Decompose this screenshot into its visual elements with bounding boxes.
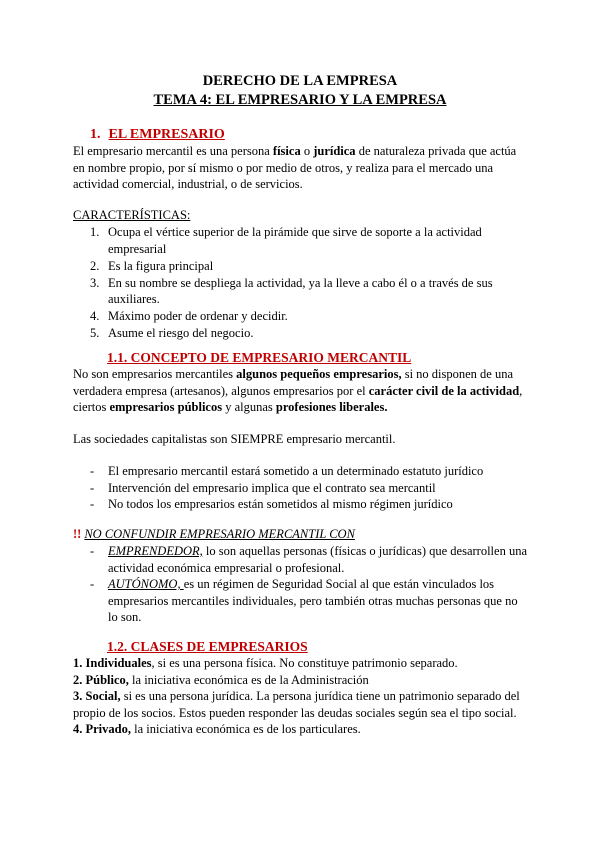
- concepto-bold-4: profesiones liberales.: [275, 400, 388, 414]
- def-text-2: o: [300, 144, 314, 158]
- list-item: [90, 576, 530, 626]
- def-bold-juridica: jurídica: [313, 144, 356, 158]
- characteristics-list: [90, 224, 530, 342]
- concepto-text-1: No son empresarios mercantiles: [73, 367, 237, 381]
- list-text: Máximo poder de ordenar y decidir.: [108, 309, 288, 323]
- list-text: Asume el riesgo del negocio.: [108, 326, 254, 340]
- def-bold-fisica: física: [272, 144, 301, 158]
- confusion-bullets: [90, 543, 530, 626]
- list-text: En su nombre se despliega la actividad, ya la lleve a cabo él o a través de sus auxiliares.: [108, 275, 493, 306]
- class-text: la iniciativa económica es de la Administración: [128, 672, 369, 687]
- section-1-heading: [90, 127, 225, 143]
- concepto-bold-2: carácter civil de la actividad: [368, 383, 520, 398]
- class-text: , si es una persona física. No constituye patrimonio separado.: [151, 656, 458, 670]
- list-text: Intervención del empresario implica que el contrato sea mercantil: [108, 480, 436, 495]
- list-number: 5.: [90, 326, 100, 340]
- list-number: 3.: [90, 275, 100, 290]
- class-text: si es una persona jurídica. La persona jurídica tiene un patrimonio separado del propio de los socios. Estos pueden responder las deudas sociales según sea el tipo social.: [73, 689, 520, 720]
- list-number: 1.: [90, 225, 100, 239]
- list-item: [90, 463, 530, 480]
- warning-text: NO CONFUNDIR EMPRESARIO MERCANTIL CON: [84, 527, 355, 541]
- concepto-paragraph: [73, 366, 525, 416]
- list-item: [90, 480, 530, 497]
- section-1-1-heading: [107, 350, 411, 366]
- section-1-number: 1.: [90, 127, 101, 142]
- definition-paragraph: [73, 143, 525, 193]
- section-1-1-label: 1.1. CONCEPTO DE EMPRESARIO MERCANTIL: [107, 350, 412, 365]
- list-item: [90, 224, 530, 257]
- dash-bullet: -: [90, 480, 95, 495]
- dash-bullet: -: [90, 577, 95, 591]
- list-item: [73, 672, 525, 689]
- list-item: [73, 655, 525, 672]
- list-item: [90, 308, 530, 325]
- class-label: 3. Social,: [73, 689, 121, 703]
- list-item: [90, 275, 530, 308]
- dash-bullet: -: [90, 497, 95, 511]
- concepto-text-4: y algunas: [222, 400, 276, 414]
- list-item: [73, 688, 525, 721]
- section-1-label: EL EMPRESARIO: [108, 127, 225, 142]
- dash-bullet: -: [90, 464, 95, 478]
- list-item: [90, 543, 530, 576]
- list-text: Ocupa el vértice superior de la pirámide que sirve de soporte a la actividad empresarial: [108, 225, 482, 256]
- class-label: 2. Público,: [73, 672, 129, 687]
- class-label: 4. Privado,: [73, 722, 131, 736]
- def-text-3: de naturaleza privada que actúa en nombre propio, por sí mismo o por medio de otros, y realiza para el mercado una actividad comercial, industrial, o de servicios.: [73, 144, 517, 191]
- document-subtitle: [0, 92, 600, 109]
- section-1-2-label: 1.2. CLASES DE EMPRESARIOS: [107, 639, 308, 654]
- term-autonomo: AUTÓNOMO,: [108, 577, 184, 591]
- list-item: [73, 721, 525, 738]
- dash-bullet: -: [90, 544, 95, 558]
- list-text: Es la figura principal: [108, 258, 214, 273]
- document-title: DERECHO DE LA EMPRESA: [202, 73, 398, 89]
- capitalistas-line: Las sociedades capitalistas son SIEMPRE empresario mercantil.: [73, 432, 396, 446]
- list-item: [90, 258, 530, 275]
- def-text-1: El empresario mercantil es una persona: [73, 144, 273, 158]
- characteristics-label: CARACTERÍSTICAS:: [73, 208, 191, 222]
- warning-mark: !!: [73, 527, 82, 541]
- concepto-text-2: si no disponen de una verdadera empresa (artesanos), algunos empresarios por el: [73, 367, 514, 398]
- list-text: El empresario mercantil estará sometido a un determinado estatuto jurídico: [108, 464, 484, 478]
- mercantil-bullets: [90, 463, 530, 513]
- section-1-2-heading: [107, 639, 308, 655]
- term-definition: lo son aquellas personas (físicas o jurídicas) que desarrollen una actividad económica empresarial o profesional.: [108, 544, 527, 575]
- concepto-text-3: , ciertos: [73, 383, 523, 414]
- subtitle-text: TEMA 4: EL EMPRESARIO Y LA EMPRESA: [153, 92, 447, 108]
- term-emprendedor: EMPRENDEDOR,: [108, 544, 203, 558]
- list-item: [90, 496, 530, 513]
- concepto-bold-3: empresarios públicos: [109, 400, 223, 414]
- class-label: 1. Individuales: [73, 656, 152, 670]
- class-text: la iniciativa económica es de los particulares.: [130, 722, 361, 736]
- list-item: [90, 325, 530, 342]
- term-definition: es un régimen de Seguridad Social al que están vinculados los empresarios mercantiles individuales, pero también otras muchas personas que no lo son.: [108, 577, 518, 624]
- list-number: 4.: [90, 309, 100, 323]
- clases-list: [73, 655, 525, 738]
- concepto-bold-1: algunos pequeños empresarios,: [236, 367, 402, 381]
- warning-line: [73, 527, 355, 542]
- list-text: No todos los empresarios están sometidos al mismo régimen jurídico: [108, 497, 453, 511]
- list-number: 2.: [90, 258, 100, 273]
